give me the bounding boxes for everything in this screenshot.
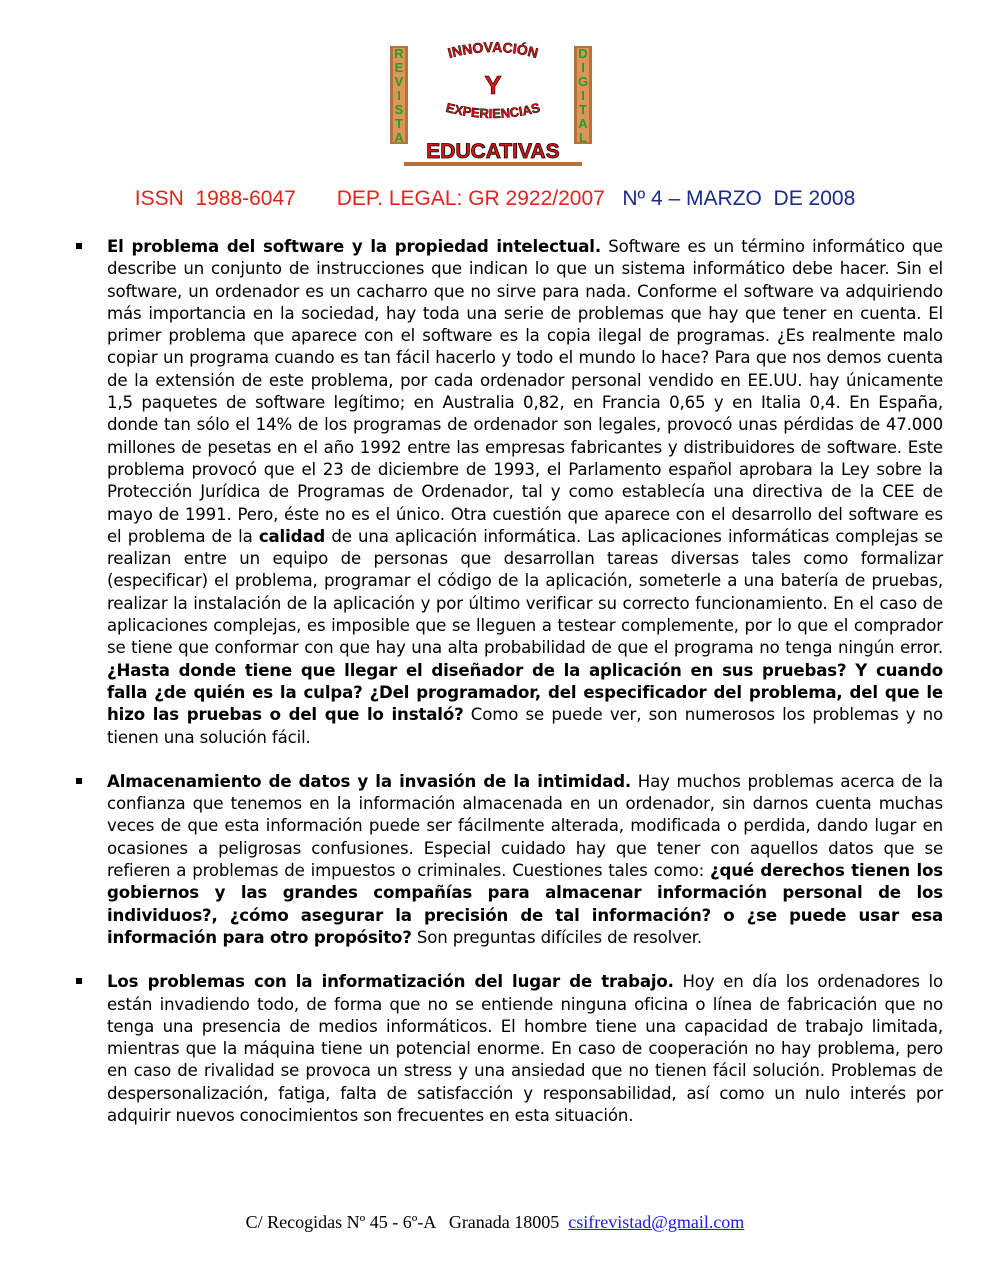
logo-right-letter-1: D [578, 46, 588, 61]
bullet-square-icon [76, 778, 82, 784]
logo-right-letter-6: A [578, 116, 588, 131]
logo-right-column [574, 46, 592, 145]
logo-right-letter-7: L [579, 130, 587, 145]
logo-left-letter-1: R [394, 46, 404, 61]
logo-left-column [390, 46, 408, 145]
issn-label: ISSN [134, 187, 184, 210]
logo-left-letter-7: A [394, 130, 404, 145]
logo-left-letter-3: V [394, 74, 404, 89]
paragraph-text: Como se puede ver, son numerosos los problemas y no tienen una solución fácil. [107, 705, 943, 747]
bold-question: ¿Hasta donde tiene que llegar el diseñador de la aplicación en sus pruebas? Y cuando falla ¿de quién es la culpa? ¿Del programador, del especificador del problema, del que le hizo las pruebas o del que lo instaló? [107, 660, 943, 725]
bullet-square-icon [76, 243, 82, 249]
paragraph-software [107, 236, 943, 749]
list-item-workplace [72, 971, 943, 1127]
article-body [72, 236, 943, 1149]
paragraph-privacy [107, 771, 943, 949]
bullet-square-icon [76, 978, 82, 984]
logo-middle-letter: Y [484, 70, 502, 100]
issn-number: 1988-6047 [195, 187, 296, 210]
logo-right-letter-2: I [581, 60, 585, 75]
magazine-logo [382, 38, 604, 168]
footer-address: C/ Recogidas Nº 45 - 6º-A Granada 18005 [245, 1212, 569, 1232]
logo-lower-word: EXPERIENCIAS [444, 99, 542, 122]
section-title: Los problemas con la informatización del lugar de trabajo. [107, 972, 674, 992]
logo-left-letter-4: I [397, 88, 401, 103]
list-item-software [72, 236, 943, 749]
bold-question: ¿qué derechos tienen los gobiernos y las grandes compañías para almacenar información personal de los individuos?, ¿cómo asegurar la precisión de tal información? o ¿se puede usar esa información para otro propósito? [107, 861, 943, 947]
paragraph-text: de una aplicación informática. Las aplicaciones informáticas complejas se realizan entre un equipo de personas que desarrollan tareas diversas tales como formalizar (especificar) el problema, programar el código de la aplicación, someterle a una batería de pruebas, realizar la instalación de la aplicación y por último verificar su correcto funcionamiento. En el caso de aplicaciones complejas, es imposible que se lleguen a testear complemente, por lo que el comprador se tiene que conformar con que hay una alta probabilidad de que el programa no tenga ningún error. [107, 526, 943, 658]
logo-right-letter-5: T [579, 102, 587, 117]
paragraph-text: Hay muchos problemas acerca de la confianza que tenemos en la información almacenada en un ordenador, sin darnos cuenta muchas veces de que esta información puede ser fácilmente alterada, modificada o perdida, dando lugar en ocasiones a peligrosas confusiones. Especial cuidado hay que tener con aquellos datos que se refieren a problemas de impuestos o criminales. Cuestiones tales como: [107, 771, 943, 881]
issue-info: Nº 4 – MARZO DE 2008 [622, 187, 856, 210]
bold-word: calidad [258, 526, 326, 546]
paragraph-text: Hoy en día los ordenadores lo están invadiendo todo, de forma que no se entiende ninguna oficina o línea de fabricación que no tenga una presencia de medios informáticos. El hombre tiene una capacidad de trabajo limitada, mientras que la máquina tiene un potencial enorme. En caso de cooperación no hay problema, pero en caso de rivalidad se provoca un stress y una ansiedad que no tienen fácil solución. Problemas de despersonalización, fatiga, falta de satisfacción y responsabilidad, así como un nulo interés por adquirir nuevos conocimientos son frecuentes en esta situación. [107, 972, 943, 1125]
issn-header [0, 187, 990, 211]
legal-deposit: DEP. LEGAL: GR 2922/2007 [336, 187, 605, 210]
logo-right-letter-4: I [581, 88, 585, 103]
paragraph-text: Son preguntas difíciles de resolver. [411, 927, 703, 947]
logo-left-letter-5: S [394, 102, 404, 117]
section-title: Almacenamiento de datos y la invasión de la intimidad. [107, 771, 632, 791]
section-title: El problema del software y la propiedad intelectual. [107, 237, 601, 256]
footer-email-link[interactable]: csifrevistad@gmail.com [568, 1212, 745, 1232]
logo-right-letter-3: G [577, 74, 589, 89]
paragraph-text: Software es un término informático que describe un conjunto de instrucciones que indican lo que un sistema informático debe hacer. Sin el software, un ordenador es un cacharro que no sirve para nada. Conforme el software va adquiriendo más importancia en la sociedad, hay toda una serie de problemas que hay que tener en cuenta. El primer problema que aparece con el software es la copia ilegal de programas. ¿Es realmente malo copiar un programa cuando es tan fácil hacerlo y todo el mundo lo hace? Para que nos demos cuenta de la extensión de este problema, por cada ordenador personal vendido en EE.UU. hay únicamente 1,5 paquetes de software legítimo; en Australia 0,82, en Francia 0,65 y en Italia 0,4. En España, donde tan sólo el 14% de los programas de ordenador son legales, provocó unas pérdidas de 47.000 millones de pesetas en el año 1992 entre las empresas fabricantes y distribuidores de software. Este problema provocó que el 23 de diciembre de 1993, el Parlamento español aprobara la Ley sobre la Protección Jurídica de Programas de Ordenador, tal y como establecía una directiva de la CEE de mayo de 1991. Pero, éste no es el único. Otra cuestión que aparece con el desarrollo del software es el problema de la [107, 237, 943, 546]
logo-left-letter-6: T [395, 116, 403, 131]
logo-bottom-word: EDUCATIVAS [426, 140, 560, 163]
page-footer [0, 1212, 990, 1233]
logo-top-word: INNOVACIÓN [445, 38, 540, 62]
logo-left-letter-2: E [394, 60, 404, 75]
paragraph-workplace [107, 971, 943, 1127]
list-item-privacy [72, 771, 943, 949]
